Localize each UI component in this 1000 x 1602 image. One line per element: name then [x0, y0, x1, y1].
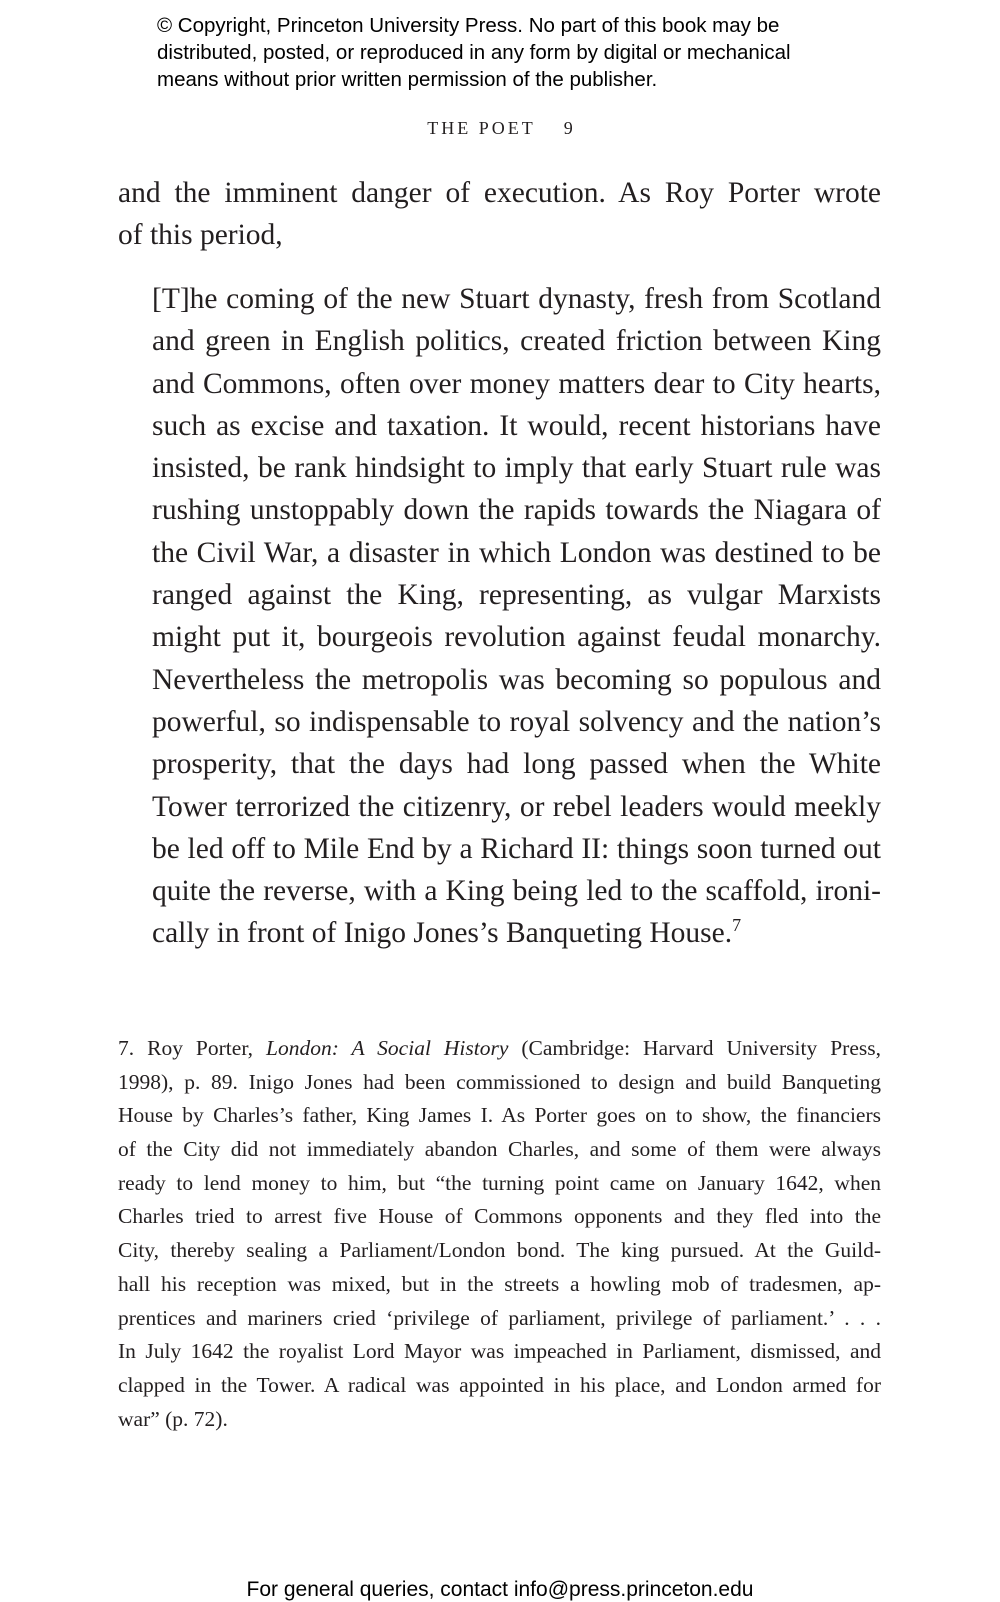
footnote-line: ready to lend money to him, but “the turning point came on January 1642, when	[118, 1170, 881, 1195]
quote-line-text: cally in front of Inigo Jones’s Banqueting House.	[152, 917, 733, 950]
quote-line	[152, 278, 881, 320]
footnote-suffix: (Cambridge: Harvard University Press,	[508, 1036, 881, 1060]
quote-line	[152, 701, 881, 743]
quote-line-text: rushing unstoppably down the rapids towards the Niagara of	[152, 494, 881, 527]
footnote-prefix: 7. Roy Porter,	[118, 1036, 266, 1060]
quote-line-text: might put it, bourgeois revolution against feudal monarchy.	[152, 621, 881, 654]
copyright-notice	[157, 12, 897, 93]
footnote-line: House by Charles’s father, King James I. As Porter goes on to show, the financiers	[118, 1103, 881, 1128]
quote-line-text: and Commons, often over money matters dear to City hearts,	[152, 367, 881, 400]
quote-line	[152, 320, 881, 362]
footnote-line: Charles tried to arrest five House of Commons opponents and they fled into the	[118, 1204, 881, 1229]
copyright-line: © Copyright, Princeton University Press. No part of this book may be	[157, 14, 780, 37]
quote-line-text: be led off to Mile End by a Richard II: things soon turned out	[152, 832, 881, 865]
footnote-line: prentices and mariners cried ‘privilege of parliament, privilege of parliament.’ . . .	[118, 1305, 881, 1330]
quote-line	[152, 532, 881, 574]
footer-contact: For general queries, contact info@press.princeton.edu	[246, 1578, 754, 1601]
quote-line	[152, 489, 881, 531]
quote-line	[152, 659, 881, 701]
quote-line-text: insisted, be rank hindsight to imply that early Stuart rule was	[152, 452, 881, 485]
quote-line	[152, 870, 881, 912]
footnote-line: 1998), p. 89. Inigo Jones had been commissioned to design and build Banqueting	[118, 1069, 881, 1094]
footnote-line: hall his reception was mixed, but in the streets a howling mob of tradesmen, ap-	[118, 1271, 881, 1296]
quote-line-text: and green in English politics, created friction between King	[152, 325, 881, 358]
quote-line-text: prosperity, that the days had long passed when the White	[152, 748, 881, 781]
quote-line	[152, 616, 881, 658]
footnote-line: clapped in the Tower. A radical was appointed in his place, and London armed for	[118, 1372, 881, 1397]
footnote	[118, 1032, 881, 1436]
footnote-line	[118, 1032, 881, 1066]
quote-line-text: such as excise and taxation. It would, recent historians have	[152, 409, 881, 442]
book-title: London: A Social History	[265, 1036, 509, 1060]
quote-line-text: quite the reverse, with a King being led to the scaffold, ironi-	[152, 875, 881, 908]
quote-line-text: ranged against the King, representing, as vulgar Marxists	[152, 579, 881, 612]
footnote-line: City, thereby sealing a Parliament/London bond. The king pursued. At the Guild-	[118, 1238, 881, 1263]
quote-line	[152, 574, 881, 616]
footnote-line: In July 1642 the royalist Lord Mayor was impeached in Parliament, dismissed, and	[118, 1339, 881, 1364]
quote-line	[152, 828, 881, 870]
copyright-line: distributed, posted, or reproduced in any form by digital or mechanical	[157, 41, 791, 64]
quote-line-text: [T]he coming of the new Stuart dynasty, fresh from Scotland	[152, 283, 881, 315]
block-quote	[152, 278, 881, 955]
running-head	[0, 118, 1000, 139]
quote-line	[152, 447, 881, 489]
text-line: of this period,	[118, 219, 283, 252]
quote-line	[152, 743, 881, 785]
quote-line	[152, 363, 881, 405]
body-paragraph	[118, 172, 881, 257]
copyright-line: means without prior written permission of the publisher.	[157, 68, 658, 91]
quote-line-text: powerful, so indispensable to royal solvency and the nation’s	[152, 705, 881, 738]
text-line: and the imminent danger of execution. As Roy Porter wrote	[118, 177, 881, 209]
footnote-line: of the City did not immediately abandon Charles, and some of them were always	[118, 1137, 881, 1162]
chapter-title: THE POET	[427, 118, 536, 138]
quote-line-text: Nevertheless the metropolis was becoming so populous and	[152, 663, 881, 696]
quote-line	[152, 405, 881, 447]
quote-line	[152, 912, 881, 954]
footnote-ref[interactable]: 7	[732, 915, 742, 936]
footnote-line: war” (p. 72).	[118, 1406, 228, 1431]
quote-line-text: Tower terrorized the citizenry, or rebel leaders would meekly	[152, 790, 881, 823]
quote-line-text: the Civil War, a disaster in which London was destined to be	[152, 536, 881, 569]
quote-line	[152, 786, 881, 828]
page-number: 9	[563, 118, 573, 138]
